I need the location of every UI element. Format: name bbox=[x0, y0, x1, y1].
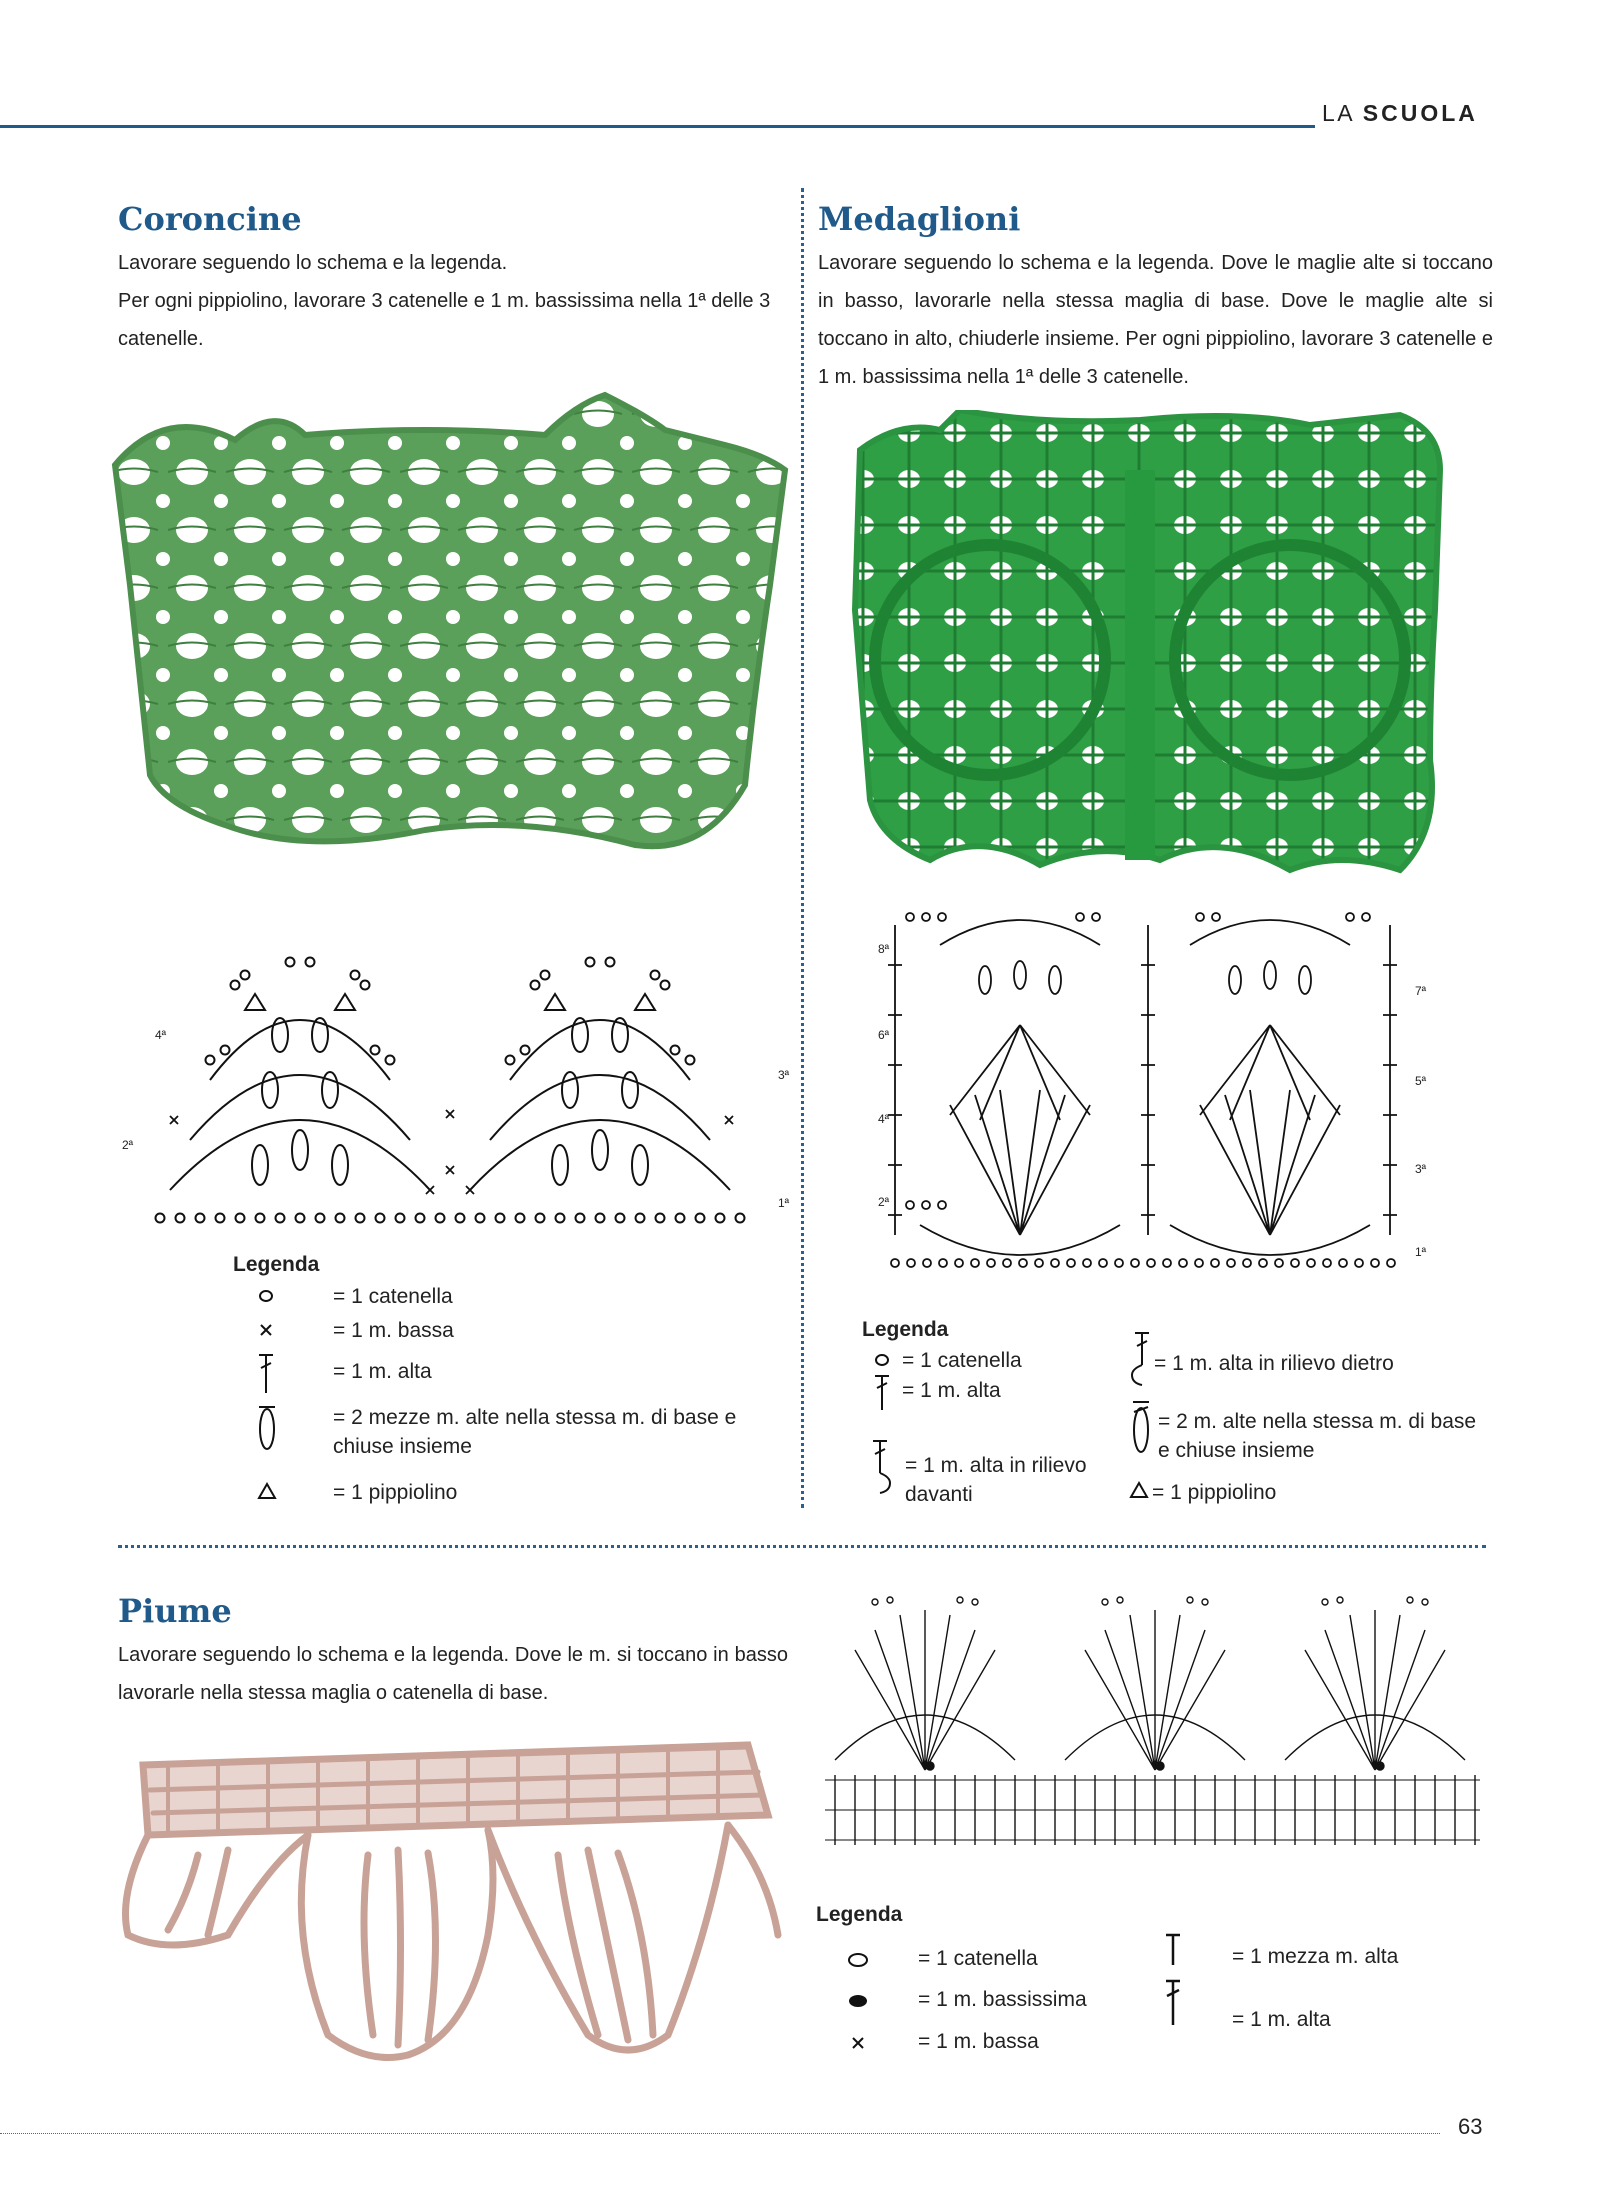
legend-text: = 1 m. alta in rilievo davanti bbox=[905, 1454, 1087, 1506]
medaglioni-chart bbox=[880, 905, 1420, 1275]
picot-icon bbox=[1128, 1480, 1150, 1500]
row-label: 7ª bbox=[1415, 984, 1427, 998]
legend-text: = 1 catenella bbox=[333, 1285, 453, 1308]
feather-fan-2 bbox=[1065, 1610, 1245, 1770]
arch-motif-right bbox=[470, 958, 730, 1191]
footer-rule bbox=[0, 2133, 1440, 2134]
slip-stitch-icon bbox=[846, 1991, 870, 2011]
coroncine-legend-title: Legenda bbox=[233, 1253, 320, 1276]
picot-icon bbox=[256, 1481, 278, 1501]
legend-text: = 1 m. alta bbox=[333, 1360, 432, 1383]
front-post-dc-icon bbox=[868, 1438, 894, 1496]
feather-fan-3 bbox=[1285, 1610, 1465, 1770]
back-post-dc-icon bbox=[1128, 1330, 1154, 1388]
medallion-right bbox=[1170, 920, 1370, 1255]
row-label: 1ª bbox=[1415, 1245, 1427, 1259]
row-label: 2ª bbox=[122, 1138, 134, 1152]
coroncine-instruction-1: Lavorare seguendo lo schema e la legenda. bbox=[118, 252, 508, 274]
header-rule bbox=[0, 125, 1315, 128]
legend-text: = 1 mezza m. alta bbox=[1232, 1945, 1399, 1968]
row-label: 4ª bbox=[155, 1028, 167, 1042]
feather-fan-1 bbox=[835, 1610, 1015, 1770]
section-header: LA SCUOLA bbox=[1322, 100, 1478, 126]
medallion-left bbox=[920, 920, 1120, 1255]
double-crochet-icon bbox=[256, 1352, 276, 1396]
row-label: 3ª bbox=[778, 1068, 790, 1082]
piume-title: Piume bbox=[118, 1592, 232, 1630]
coroncine-instructions bbox=[118, 244, 798, 358]
piume-legend-title: Legenda bbox=[816, 1903, 903, 1926]
column-divider bbox=[801, 188, 804, 1508]
medaglioni-instructions: Lavorare seguendo lo schema e la legenda. Dove le maglie alte si toccano in basso, lavorarle nella stessa maglia di base. Dove le maglie alte si toccano in alto, chiuderle insieme. Per ogni pippiolino, lavorare 3 catenelle e 1 m. bassissima nella 1ª delle 3 catenelle. bbox=[818, 252, 1493, 388]
chain-icon bbox=[872, 1350, 892, 1370]
single-crochet-icon bbox=[848, 2033, 868, 2053]
piume-instructions: Lavorare seguendo lo schema e la legenda. Dove le m. si toccano in basso lavorarle nella stessa maglia o catenella di base. bbox=[118, 1644, 788, 1704]
legend-text: = 1 m. alta bbox=[902, 1379, 1001, 1402]
coroncine-instruction-2: Per ogni pippiolino, lavorare 3 catenelle e 1 m. bassissima nella 1ª delle 3 catenelle. bbox=[118, 290, 771, 350]
piume-chart bbox=[815, 1590, 1495, 1865]
foundation-chain bbox=[891, 1259, 1395, 1267]
legend-text: = 2 m. alte nella stessa m. di base e chiuse insieme bbox=[1158, 1410, 1477, 1462]
section-divider bbox=[118, 1545, 1486, 1548]
single-crochet-icon bbox=[256, 1320, 276, 1340]
dc-cluster-icon bbox=[1128, 1398, 1154, 1458]
medaglioni-legend-title: Legenda bbox=[862, 1318, 949, 1341]
row-label: 5ª bbox=[1415, 1074, 1427, 1088]
legend-text: = 1 pippiolino bbox=[333, 1481, 458, 1504]
chain-icon bbox=[846, 1950, 870, 1970]
medaglioni-title: Medaglioni bbox=[818, 200, 1021, 238]
legend-text: = 1 catenella bbox=[902, 1349, 1022, 1372]
double-crochet-icon bbox=[1163, 1978, 1183, 2028]
cluster-icon bbox=[256, 1403, 278, 1453]
row-label: 8ª bbox=[878, 942, 890, 956]
chain-icon bbox=[256, 1286, 276, 1306]
row-label: 1ª bbox=[778, 1196, 790, 1210]
legend-text: = 1 m. bassa bbox=[333, 1319, 454, 1342]
legend-text: = 1 m. bassissima bbox=[918, 1988, 1087, 2011]
legend-text: = 2 mezze m. alte nella stessa m. di base e chiuse insieme bbox=[333, 1406, 737, 1458]
arch-motif-left bbox=[170, 958, 430, 1191]
legend-text: = 1 catenella bbox=[918, 1947, 1038, 1970]
page-number: 63 bbox=[1458, 2114, 1483, 2139]
piume-swatch-photo bbox=[108, 1735, 788, 2075]
coroncine-title: Coroncine bbox=[118, 200, 302, 238]
legend-text: = 1 m. alta bbox=[1232, 2008, 1331, 2031]
row-label: 2ª bbox=[878, 1195, 890, 1209]
row-label: 4ª bbox=[878, 1112, 890, 1126]
half-double-crochet-icon bbox=[1163, 1932, 1183, 1968]
row-label: 6ª bbox=[878, 1028, 890, 1042]
legend-text: = 1 m. alta in rilievo dietro bbox=[1154, 1352, 1394, 1375]
legend-text: = 1 pippiolino bbox=[1152, 1481, 1277, 1504]
legend-text: = 1 m. bassa bbox=[918, 2030, 1039, 2053]
row-label: 3ª bbox=[1415, 1162, 1427, 1176]
medaglioni-swatch-photo bbox=[840, 410, 1460, 885]
coroncine-chart bbox=[150, 940, 770, 1230]
foundation-chain bbox=[156, 1214, 745, 1223]
coroncine-swatch-photo bbox=[105, 385, 795, 865]
double-crochet-icon bbox=[872, 1373, 892, 1413]
